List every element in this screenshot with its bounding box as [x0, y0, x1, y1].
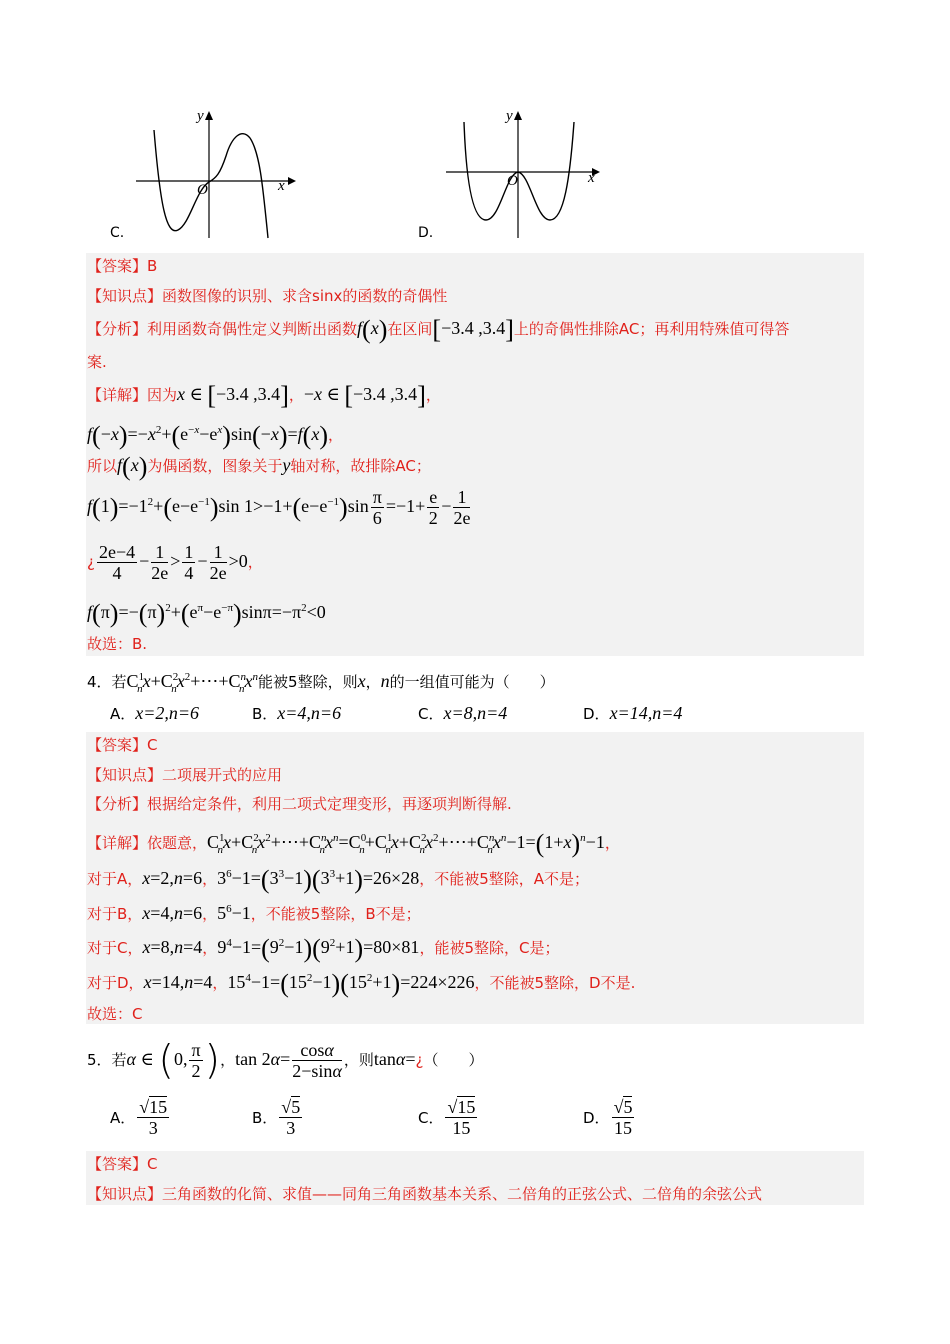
q3-conclusion: 故选：B.: [87, 635, 148, 653]
q4-case-b: 对于B，x=4,n=6，$5^6-1$，不能被5整除，B不是；: [87, 903, 421, 923]
q4-option-c[interactable]: C．x=8,n=4: [418, 703, 508, 723]
q4-case-a: 对于A，x=2,n=6，$3^6-1=(3^3-1)(3^3+1)=26\times 28$，不能被5整除，A不是；: [87, 864, 590, 894]
graph-c-origin-label: O: [197, 182, 208, 198]
q4-conclusion: 故选：C: [87, 1005, 143, 1023]
answer-tag: 【答案】: [87, 736, 148, 754]
graph-c-y-label: y: [197, 108, 204, 124]
answer-value: C: [147, 736, 158, 754]
knowledge-text: 二项展开式的应用: [162, 766, 283, 784]
graph-c-x-label: x: [278, 178, 285, 194]
graph-d-y-label: y: [506, 108, 513, 124]
q3-detail-line1: 【详解】因为x ∈ [−3.4 ,3.4]，−x ∈ [−3.4 ,3.4]，: [87, 380, 441, 410]
q4-analysis: 【分析】根据给定条件，利用二项式定理变形，再逐项判断得解.: [87, 795, 512, 813]
q5-option-a[interactable]: A． $\frac{√15}{3}$: [110, 1097, 168, 1138]
knowledge-tag: 【知识点】: [87, 1185, 163, 1203]
graph-c-plot: [130, 108, 300, 248]
q5-answer: [87, 1154, 158, 1174]
q5-option-d[interactable]: D． $\frac{√5}{15}$: [583, 1097, 633, 1138]
answer-tag: 【答案】: [87, 1155, 148, 1173]
q5-knowledge-point: [87, 1184, 762, 1204]
q3-formula-f-neg-x: $f(-x)=-x^2+(e^{-x}-e^x)\sin(-x)=f(x)$，: [87, 420, 344, 450]
q4-knowledge-point: [87, 765, 282, 785]
q4-case-c: 对于C，x=8,n=4，$9^4-1=(9^2-1)(9^2+1)=80\times 81$，能被5整除，C是；: [87, 933, 560, 963]
answer-tag: 【答案】: [87, 257, 148, 275]
q3-analysis: 【分析】利用函数奇偶性定义判断出函数f(x)在区间[−3.4 ,3.4]上的奇偶性排除AC；再利用特殊值可得答: [87, 314, 790, 344]
knowledge-text: 三角函数的化简、求值——同角三角函数基本关系、二倍角的正弦公式、二倍角的余弦公式: [162, 1185, 763, 1203]
q3-formula-fpi: $f(\pi)=-(\pi)^2+(e^\pi-e^{-\pi})\sin\pi=-\pi^2<0$: [87, 598, 326, 628]
q4-case-d: 对于D，x=14,n=4，$15^4-1=(15^2-1)(15^2+1)=224\times 226$，不能被5整除，D不是.: [87, 968, 636, 998]
graph-c-option-label: C.: [110, 225, 125, 241]
answer-value: C: [147, 1155, 158, 1173]
q4-option-d[interactable]: D．x=14,n=4: [583, 703, 683, 723]
q5-stem: 5．若α ∈ (0, $\frac{\pi}{2}$ )，tan 2α= $\frac{\cos\alpha}{2-\sin\alpha}$ ，则tanα=¿（ ）: [87, 1037, 484, 1084]
q3-answer: [87, 256, 157, 276]
q5-option-c[interactable]: C． $\frac{√15}{15}$: [418, 1097, 476, 1138]
q3-analysis-cont: 案.: [87, 353, 107, 371]
q3-detail-line3: 所以f(x)为偶函数，图象关于y轴对称，故排除AC；: [87, 451, 431, 481]
q3-knowledge-point: [87, 286, 447, 306]
q3-formula-f1: $f(1)=-1^2+(e-e^{-1})\sin$ $1>-1+(e-e^{-1})\sin$ $\frac{\pi}{6}$ =−1+ $\frac{e}{2}$ − $\frac{1}{2e}$: [87, 487, 471, 528]
analysis-tag: 【分析】: [87, 795, 148, 813]
knowledge-text: 函数图像的识别、求含sinx的函数的奇偶性: [162, 287, 448, 305]
q4-option-a[interactable]: A．x=2,n=6: [110, 703, 200, 723]
graph-d-origin-label: O: [507, 173, 518, 189]
analysis-tag: 【分析】: [87, 320, 148, 338]
graph-d-option-label: D.: [418, 225, 434, 241]
knowledge-tag: 【知识点】: [87, 287, 163, 305]
q3-formula-compare: ¿ $\frac{2e-4}{4}$ − $\frac{1}{2e}$ > $\frac{1}{4}$ − $\frac{1}{2e}$ >0，: [87, 542, 263, 583]
q4-option-b[interactable]: B．x=4,n=6: [252, 703, 342, 723]
q4-detail: 【详解】依题意，$C^1_nx+C^2_nx^2+\cdots+C^n_nx^n=C^0_n+C^1_nx+C^2_nx^2+\cdots+C^n_nx^n-1=(1+x)^n-1$，: [87, 828, 620, 858]
graph-d-x-label: x: [588, 170, 595, 186]
q5-option-b[interactable]: B． $\frac{√5}{3}$: [252, 1097, 301, 1138]
detail-tag: 【详解】: [87, 386, 148, 404]
graph-d-plot: [440, 108, 610, 248]
q4-answer: [87, 735, 158, 755]
knowledge-tag: 【知识点】: [87, 766, 163, 784]
answer-value: B: [147, 257, 158, 275]
q4-stem: 4．若$C^1_nx+C^2_nx^2+\cdots+C^n_nx^n$能被5整除，则x，n的一组值可能为（ ）: [87, 671, 555, 695]
